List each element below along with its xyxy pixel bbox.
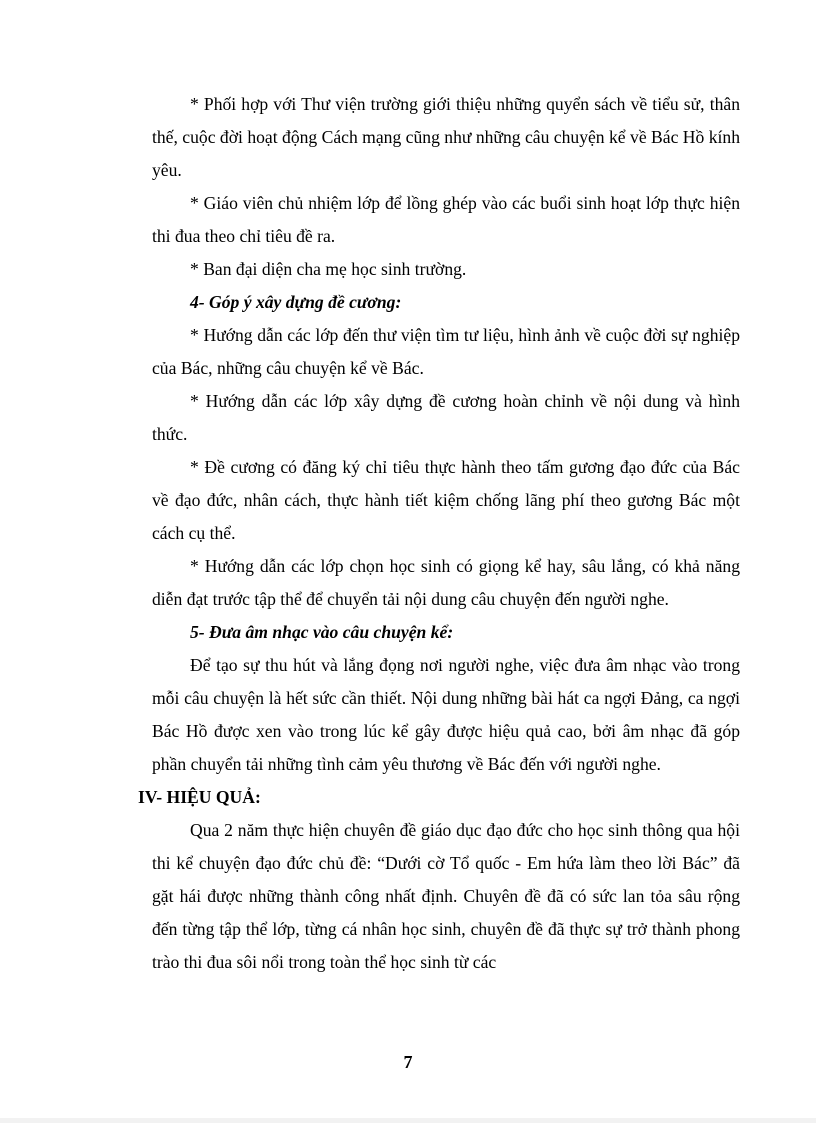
section-heading-music: 5- Đưa âm nhạc vào câu chuyện kể: bbox=[190, 622, 454, 642]
bullet-paragraph-parents-board: * Ban đại diện cha mẹ học sinh trường. bbox=[190, 259, 467, 279]
section-heading-results: IV- HIỆU QUẢ: bbox=[138, 787, 261, 807]
paragraph-music: Để tạo sự thu hút và lắng đọng nơi người nghe, việc đưa âm nhạc vào trong mỗi câu chuyện là hết sức cần thiết. Nội dung những bài hát ca ngợi Đảng, ca ngợi Bác Hồ được xen vào trong lúc kể gây được hiệu quả cao, bởi âm nhạc đã góp phần chuyển tải những tình cảm yêu thương về Bác đến với người nghe. bbox=[152, 655, 740, 774]
page-number: 7 bbox=[403, 1052, 413, 1072]
section-heading-outline: 4- Góp ý xây dựng đề cương: bbox=[190, 292, 402, 312]
page-body bbox=[138, 88, 740, 979]
page-bottom-edge bbox=[0, 1118, 816, 1123]
bullet-paragraph-storyteller-selection: * Hướng dẫn các lớp chọn học sinh có giọng kể hay, sâu lắng, có khả năng diễn đạt trước tập thể để chuyển tải nội dung câu chuyện đến người nghe. bbox=[152, 556, 740, 609]
bullet-paragraph-library-guidance: * Hướng dẫn các lớp đến thư viện tìm tư liệu, hình ảnh về cuộc đời sự nghiệp của Bác, những câu chuyện kể về Bác. bbox=[152, 325, 740, 378]
bullet-paragraph-homeroom-teacher: * Giáo viên chủ nhiệm lớp để lồng ghép vào các buổi sinh hoạt lớp thực hiện thi đua theo chỉ tiêu đề ra. bbox=[152, 193, 740, 246]
paragraph-results: Qua 2 năm thực hiện chuyên đề giáo dục đạo đức cho học sinh thông qua hội thi kể chuyện đạo đức chủ đề: “Dưới cờ Tổ quốc - Em hứa làm theo lời Bác” đã gặt hái được những thành công nhất định. Chuyên đề đã có sức lan tỏa sâu rộng đến từng tập thể lớp, từng cá nhân học sinh, chuyên đề đã thực sự trở thành phong trào thi đua sôi nổi trong toàn thể học sinh từ các bbox=[152, 820, 740, 972]
bullet-paragraph-outline-targets: * Đề cương có đăng ký chỉ tiêu thực hành theo tấm gương đạo đức của Bác về đạo đức, nhân cách, thực hành tiết kiệm chống lãng phí theo gương Bác một cách cụ thể. bbox=[152, 457, 740, 543]
bullet-paragraph-library: * Phối hợp với Thư viện trường giới thiệu những quyển sách về tiểu sử, thân thế, cuộc đời hoạt động Cách mạng cũng như những câu chuyện kể về Bác Hồ kính yêu. bbox=[152, 94, 740, 180]
bullet-paragraph-outline-guidance: * Hướng dẫn các lớp xây dựng đề cương hoàn chỉnh về nội dung và hình thức. bbox=[152, 391, 740, 444]
